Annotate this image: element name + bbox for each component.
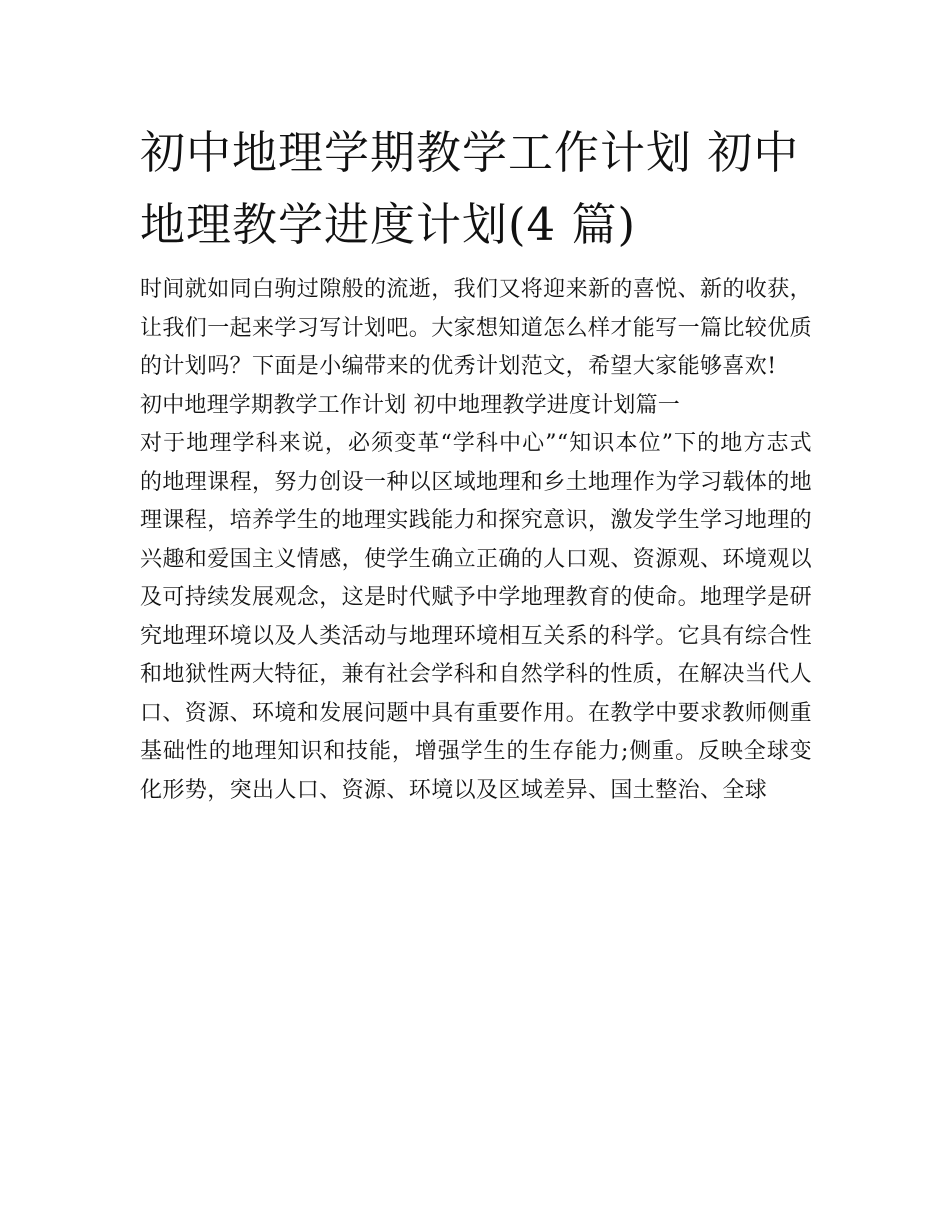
section-heading: 初中地理学期教学工作计划 初中地理教学进度计划篇一 (140, 392, 680, 418)
intro-paragraph: 时间就如同白驹过隙般的流逝，我们又将迎来新的喜悦、新的收获，让我们一起来学习写计划吧。大家想知道怎么样才能写一篇比较优质的计划吗？下面是小编带来的优秀计划范文，希望大家能够喜欢! (140, 277, 813, 379)
document-page (140, 0, 812, 810)
document-title: 初中地理学期教学工作计划 初中地理教学进度计划(4 篇) (140, 126, 800, 251)
body-paragraph: 对于地理学科来说，必须变革“学科中心”“知识本位”下的地方志式的地理课程，努力创设一种以区域地理和乡土地理作为学习载体的地理课程，培养学生的地理实践能力和探究意识，激发学生学习地理的兴趣和爱国主义情感，使学生确立正确的人口观、资源观、环境观以及可持续发展观念，这是时代赋予中学地理教育的使命。地理学是研究地理环境以及人类活动与地理环境相互关系的科学。它具有综合性和地狱性两大特征，兼有社会学科和自然学科的性质，在解决当代人口、资源、环境和发展问题中具有重要作用。在教学中要求教师侧重基础性的地理知识和技能，增强学生的生存能力;侧重。反映全球变化形势，突出人口、资源、环境以及区域差异、国土整治、全球 (140, 431, 813, 803)
